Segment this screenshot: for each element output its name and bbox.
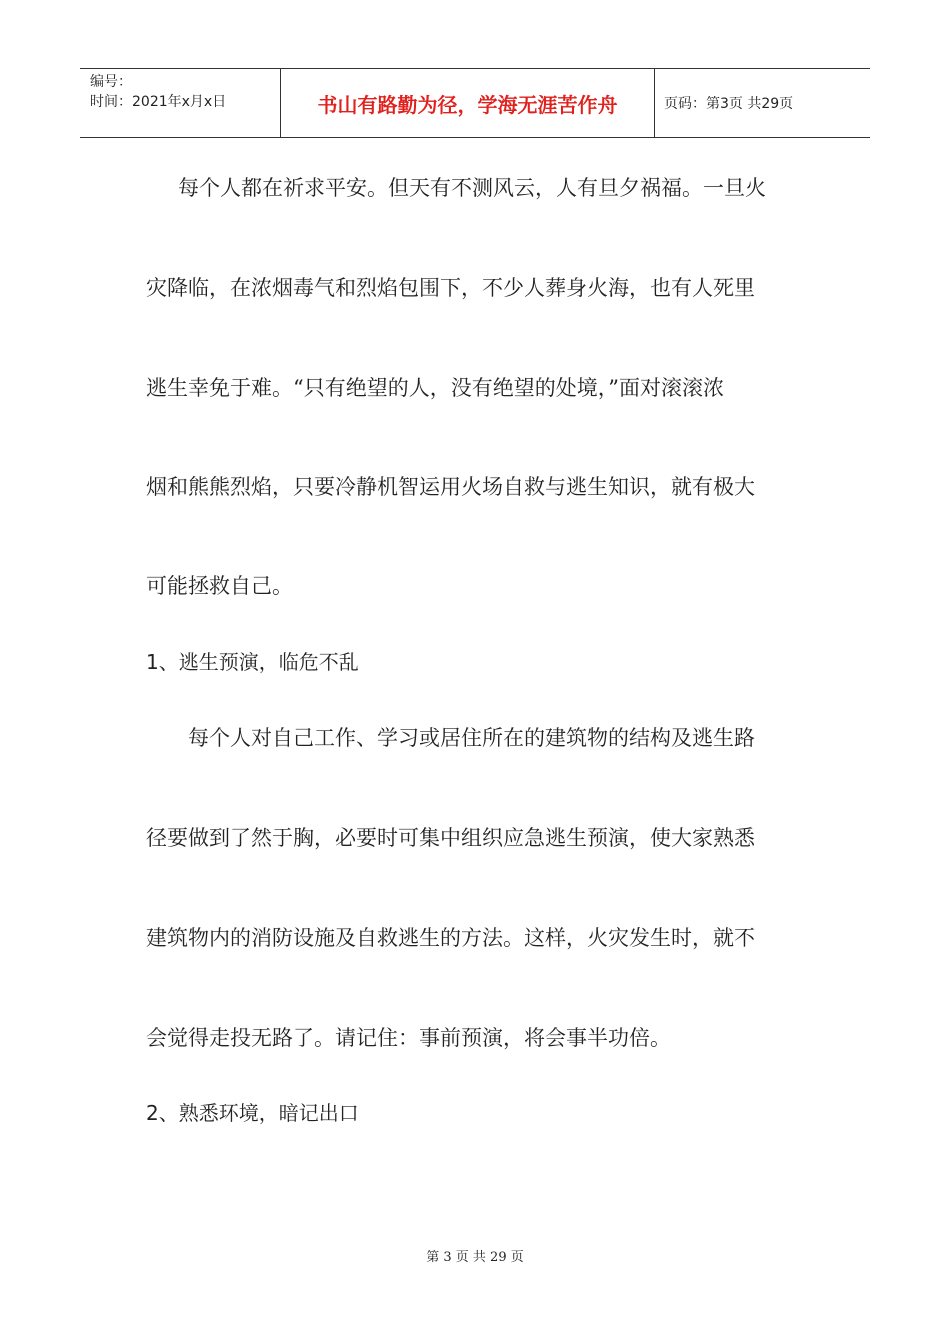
paragraph-line: 灾降临，在浓烟毒气和烈焰包围下，不少人葬身火海，也有人死里 [146, 276, 755, 300]
header-motto: 书山有路勤为径，学海无涯苦作舟 [280, 69, 655, 137]
doc-number-label: 编号： [90, 74, 132, 90]
section-heading: 1、逃生预演，临危不乱 [146, 650, 359, 674]
section-heading: 2、熟悉环境，暗记出口 [146, 1101, 359, 1125]
paragraph-line: 每个人都在祈求平安。但天有不测风云，人有旦夕祸福。一旦火 [178, 176, 766, 200]
paragraph-line: 每个人对自己工作、学习或居住所在的建筑物的结构及逃生路 [188, 726, 755, 750]
page-header [80, 68, 870, 138]
paragraph-line: 会觉得走投无路了。请记住：事前预演，将会事半功倍。 [146, 1026, 671, 1050]
header-meta [80, 69, 280, 137]
doc-date-label: 时间：2021年x月x日 [90, 94, 227, 110]
paragraph-line: 可能拯救自己。 [146, 574, 293, 598]
page-footer: 第 3 页 共 29 页 [426, 1250, 524, 1265]
header-page-info: 页码：第3页 共29页 [664, 96, 794, 112]
paragraph-line: 烟和熊熊烈焰，只要冷静机智运用火场自救与逃生知识，就有极大 [146, 475, 755, 499]
paragraph-line: 建筑物内的消防设施及自救逃生的方法。这样，火灾发生时，就不 [146, 926, 755, 950]
paragraph-line: 径要做到了然于胸，必要时可集中组织应急逃生预演，使大家熟悉 [146, 826, 755, 850]
paragraph-line: 逃生幸免于难。“只有绝望的人，没有绝望的处境，”面对滚滚浓 [146, 376, 724, 400]
